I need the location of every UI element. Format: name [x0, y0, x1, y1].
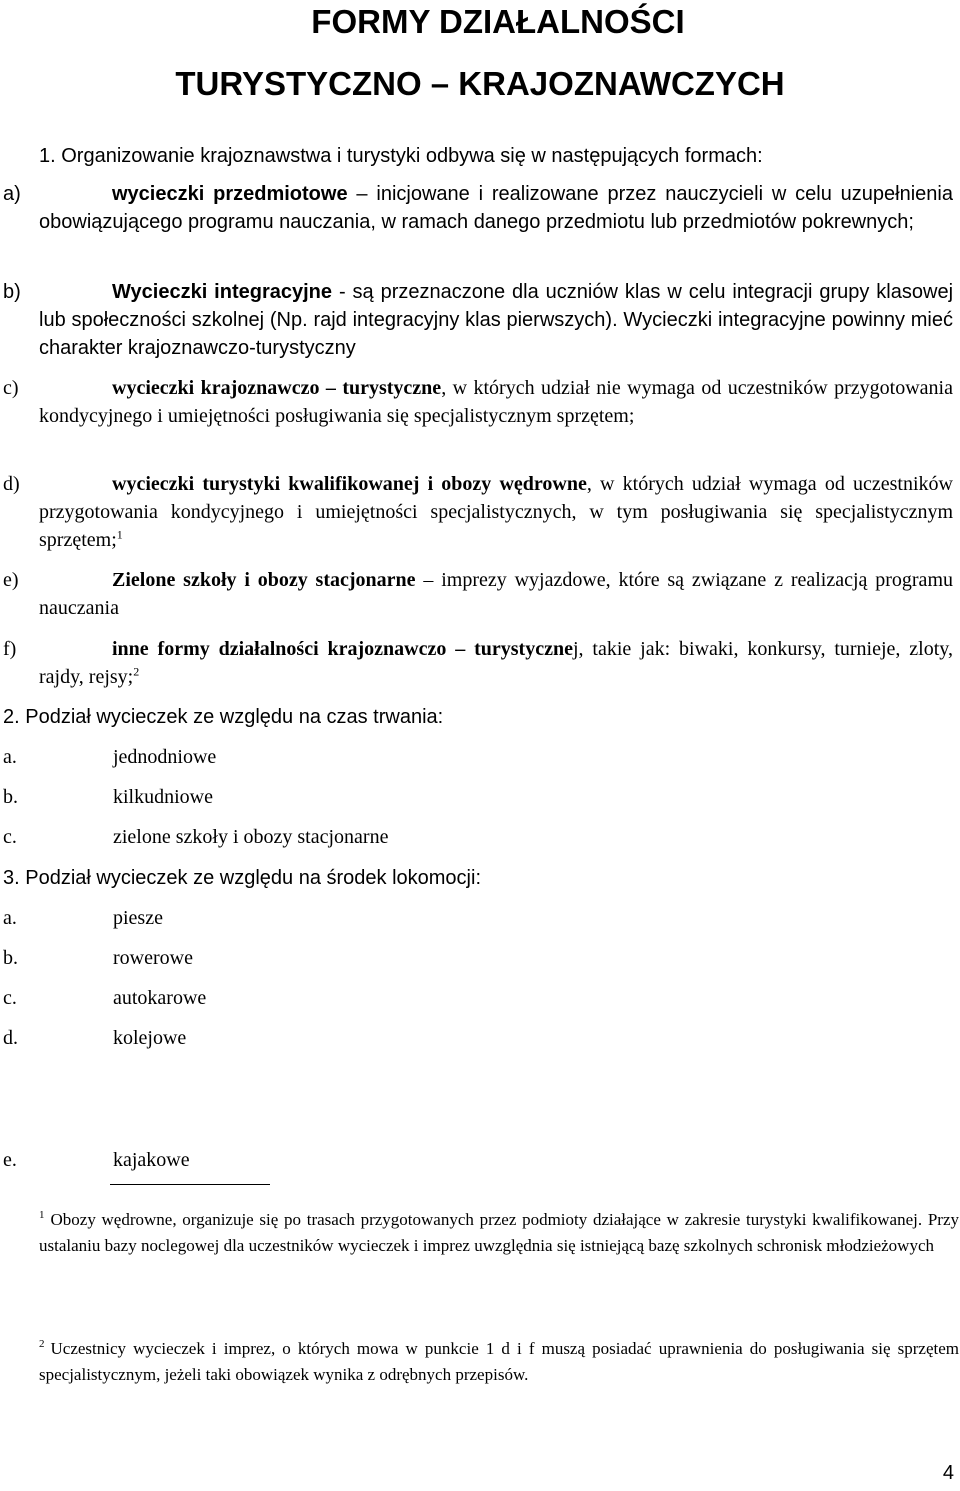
item-label: c): [3, 377, 19, 399]
footnote-ref-1[interactable]: 1: [116, 527, 123, 542]
list-label: b.: [3, 786, 18, 808]
list-item: [3, 1146, 190, 1174]
list-text: piesze: [113, 907, 163, 929]
footnote-ref-2[interactable]: 2: [133, 664, 140, 679]
footnote-separator: [110, 1184, 270, 1185]
item-bold: wycieczki turystyki kwalifikowanej i obozy wędrowne: [112, 473, 587, 495]
item-label: d): [3, 473, 20, 495]
item-text: , w których udział wymaga od uczestników przygotowania kondycyjnego i umiejętności specjalistycznych, w tym posługiwania się specjalistycznym sprzętem;: [39, 473, 953, 551]
item-text: – inicjowane i realizowane przez nauczycieli w celu uzupełnienia obowiązującego programu nauczania, w ramach danego przedmiotu lub przedmiotów pokrewnych;: [39, 183, 953, 233]
list-item: [3, 904, 163, 932]
list-text: kajakowe: [113, 1149, 190, 1171]
list-text: autokarowe: [113, 987, 207, 1009]
item-text: , w których udział nie wymaga od uczestników przygotowania kondycyjnego i umiejętności posługiwania się specjalistycznym sprzętem;: [39, 377, 953, 427]
form-item-d: [3, 470, 953, 554]
form-item-f: [3, 635, 953, 691]
title-line-1: FORMY DZIAŁALNOŚCI: [311, 3, 685, 40]
list-text: kolejowe: [113, 1027, 187, 1049]
item-bold: Wycieczki integracyjne: [112, 281, 333, 303]
item-bold: wycieczki krajoznawczo – turystyczne: [112, 377, 442, 399]
list-label: b.: [3, 947, 18, 969]
page-number: 4: [942, 1462, 954, 1484]
item-bold: wycieczki przedmiotowe: [112, 183, 348, 205]
item-label: e): [3, 569, 19, 591]
form-item-b: [3, 278, 954, 362]
footnote-number: 2: [39, 1338, 45, 1351]
list-item: [3, 944, 193, 972]
footnote-text: Obozy wędrowne, organizuje się po trasach przygotowanych przez podmioty działające w zakresie turystyki kwalifikowanej. Przy ustalaniu bazy noclegowej dla uczestników wycieczek i imprez uwzględnia się istniejącą bazę szkolnych schronisk młodzieżowych: [39, 1210, 959, 1255]
list-item: [3, 823, 389, 851]
section-3-heading: 3. Podział wycieczek ze względu na środek lokomocji:: [3, 867, 481, 889]
item-label: f): [3, 638, 17, 660]
footnote-text: Uczestnicy wycieczek i imprez, o których mowa w punkcie 1 d i f muszą posiadać uprawnienia do posługiwania się sprzętem specjalistycznym, jeżeli taki obowiązek wynika z odrębnych przepisów.: [39, 1339, 959, 1384]
list-item: [3, 743, 217, 771]
footnote-1: [39, 1207, 959, 1259]
list-item: [3, 984, 207, 1012]
item-label: a): [3, 183, 21, 205]
form-item-c: [3, 374, 953, 430]
footnote-2: [39, 1336, 959, 1388]
item-bold: inne formy działalności krajoznawczo – turystyczne: [112, 638, 573, 660]
footnote-number: 1: [39, 1209, 45, 1222]
list-text: jednodniowe: [113, 746, 217, 768]
list-label: d.: [3, 1027, 18, 1049]
item-bold: Zielone szkoły i obozy stacjonarne: [112, 569, 416, 591]
list-label: e.: [3, 1149, 17, 1171]
list-item: [3, 1024, 187, 1052]
list-item: [3, 783, 213, 811]
list-text: rowerowe: [113, 947, 193, 969]
list-label: a.: [3, 746, 17, 768]
item-text: - są przeznaczone dla uczniów klas w celu integracji grupy klasowej lub społeczności szkolnej (Np. rajd integracyjny klas pierwszych). Wycieczki integracyjne powinny mieć charakter krajoznawczo-turystyczny: [39, 281, 954, 359]
item-text: – imprezy wyjazdowe, które są związane z realizacją programu nauczania: [39, 569, 953, 619]
list-text: kilkudniowe: [113, 786, 213, 808]
item-label: b): [3, 281, 21, 303]
title-line-2: TURYSTYCZNO – KRAJOZNAWCZYCH: [175, 65, 785, 102]
section-2-heading: 2. Podział wycieczek ze względu na czas trwania:: [3, 706, 444, 728]
intro-heading: 1. Organizowanie krajoznawstwa i turystyki odbywa się w następujących formach:: [39, 145, 763, 167]
form-item-a: [3, 180, 953, 236]
form-item-e: [3, 566, 953, 622]
item-text: j, takie jak: biwaki, konkursy, turnieje, zloty, rajdy, rejsy;: [39, 638, 953, 688]
list-label: c.: [3, 987, 17, 1009]
list-label: a.: [3, 907, 17, 929]
list-text: zielone szkoły i obozy stacjonarne: [113, 826, 389, 848]
list-label: c.: [3, 826, 17, 848]
